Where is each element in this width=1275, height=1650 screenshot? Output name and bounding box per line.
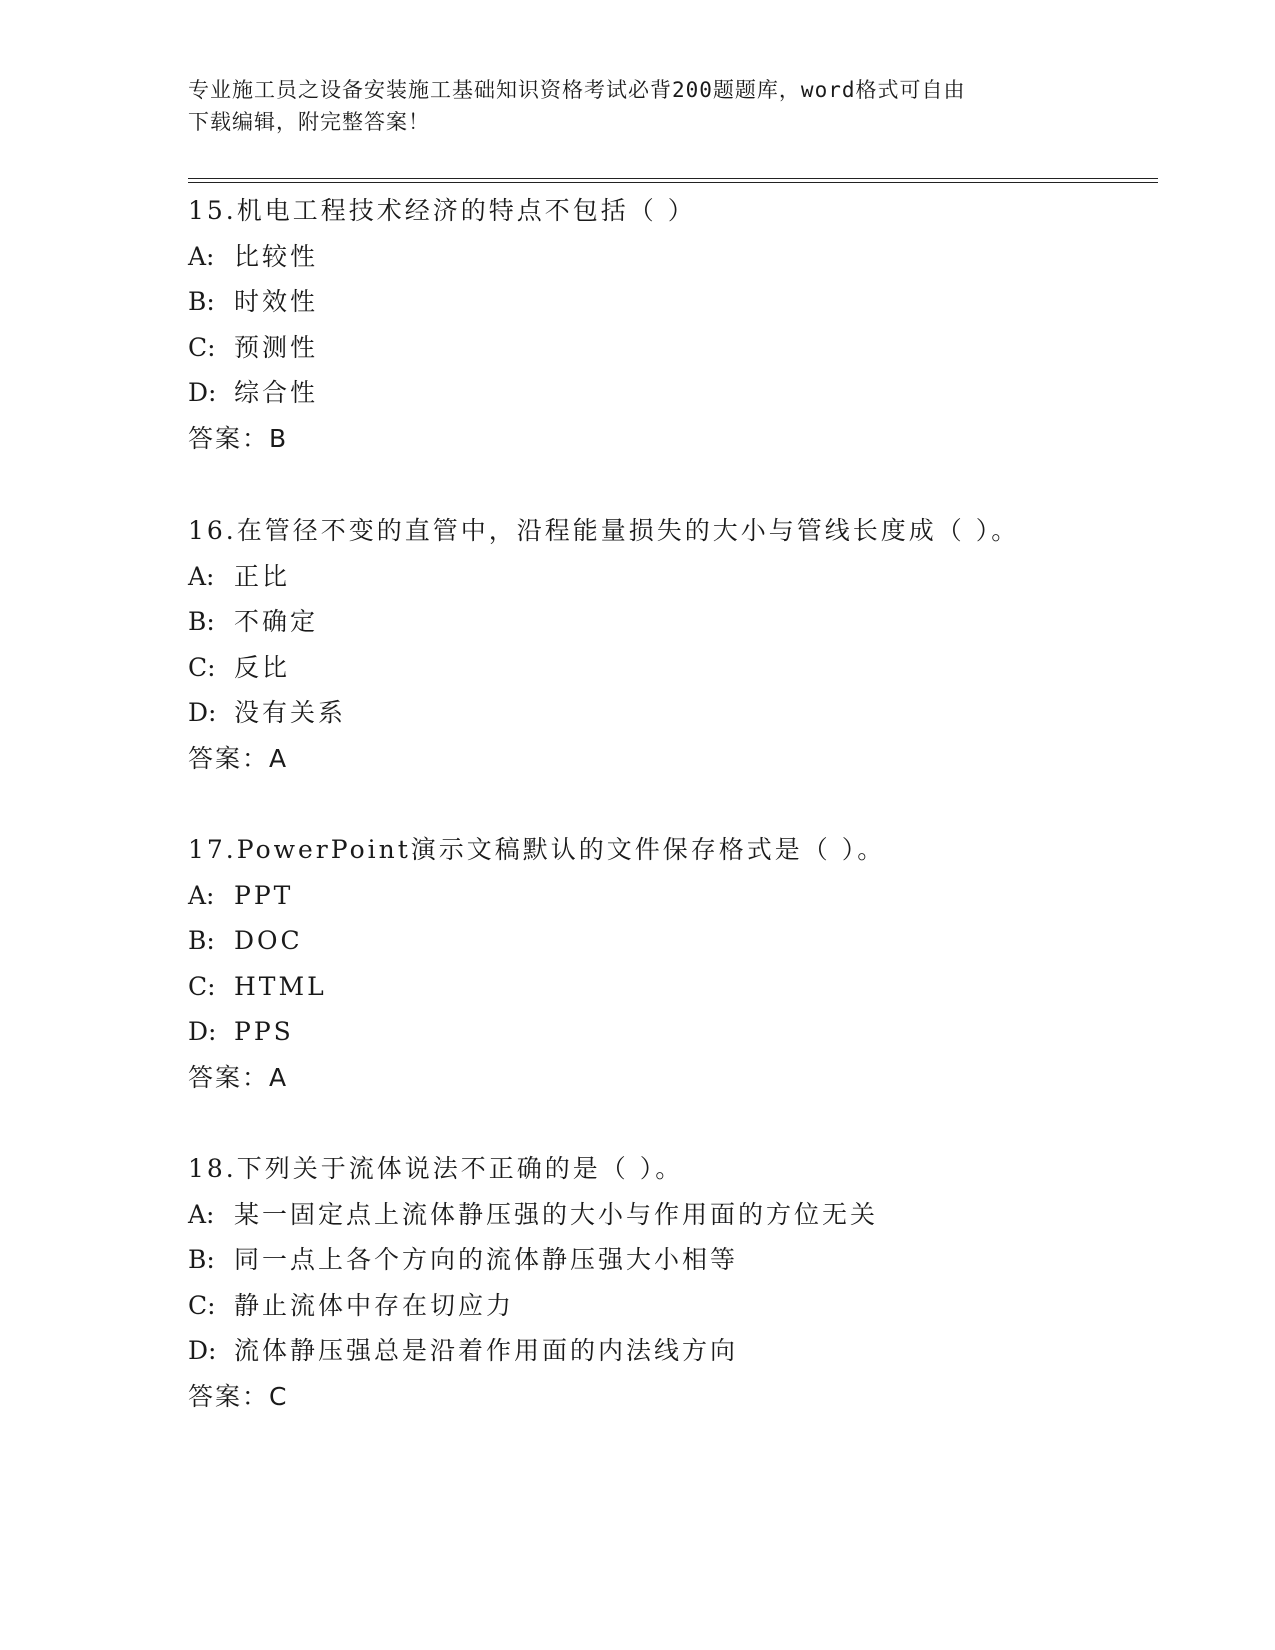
- option-key: C:: [188, 332, 216, 362]
- option-key: C:: [188, 1290, 216, 1320]
- option-text: PPS: [234, 1017, 294, 1046]
- question-17: [188, 827, 1168, 1100]
- option-text: 某一固定点上流体静压强的大小与作用面的方位无关: [234, 1199, 879, 1229]
- option-text: DOC: [234, 926, 303, 955]
- option-key: C:: [188, 652, 216, 682]
- question-stem: 15.机电工程技术经济的特点不包括（ ）: [188, 196, 696, 225]
- option-text: PPT: [234, 880, 294, 910]
- option-key: D:: [188, 378, 217, 407]
- option-d: [188, 690, 1168, 736]
- option-text: 预测性: [234, 332, 319, 362]
- option-c: [188, 1283, 1168, 1329]
- option-a: [188, 554, 1168, 600]
- answer: 答案：A: [188, 743, 289, 773]
- answer: 答案：C: [188, 1381, 289, 1411]
- option-key: A:: [188, 1199, 215, 1229]
- option-text: 时效性: [234, 287, 319, 316]
- answer: 答案：A: [188, 1062, 289, 1092]
- option-d: [188, 370, 1168, 416]
- option-d: [188, 1328, 1168, 1374]
- option-a: [188, 234, 1168, 280]
- option-text: 不确定: [234, 607, 319, 636]
- option-key: C:: [188, 971, 216, 1001]
- header-divider-top: [188, 178, 1158, 179]
- option-text: 反比: [234, 652, 291, 682]
- option-text: 同一点上各个方向的流体静压强大小相等: [234, 1245, 739, 1274]
- option-c: [188, 325, 1168, 371]
- option-b: [188, 1237, 1168, 1283]
- question-stem: 16.在管径不变的直管中，沿程能量损失的大小与管线长度成（ ）。: [188, 516, 1020, 545]
- option-a: [188, 1192, 1168, 1238]
- header-divider-bottom: [188, 182, 1158, 183]
- option-b: [188, 918, 1168, 964]
- option-text: 没有关系: [234, 698, 347, 727]
- option-c: [188, 964, 1168, 1010]
- question-stem: 18.下列关于流体说法不正确的是（ ）。: [188, 1154, 684, 1183]
- option-key: A:: [188, 880, 215, 910]
- option-text: 正比: [234, 561, 291, 591]
- option-text: 流体静压强总是沿着作用面的内法线方向: [234, 1336, 739, 1365]
- option-key: B:: [188, 1245, 215, 1274]
- option-key: D:: [188, 1336, 217, 1365]
- option-c: [188, 645, 1168, 691]
- option-key: B:: [188, 287, 215, 316]
- document-header: [188, 74, 1088, 138]
- option-key: A:: [188, 241, 215, 271]
- question-16: [188, 508, 1168, 781]
- option-b: [188, 599, 1168, 645]
- answer: 答案：B: [188, 423, 289, 453]
- header-line-2: 下载编辑，附完整答案！: [188, 110, 430, 134]
- question-stem: 17.PowerPoint演示文稿默认的文件保存格式是（ ）。: [188, 835, 886, 864]
- option-text: 综合性: [234, 378, 319, 407]
- header-line-1: 专业施工员之设备安装施工基础知识资格考试必背200题题库，word格式可自由: [188, 78, 966, 102]
- question-18: [188, 1146, 1168, 1419]
- option-key: D:: [188, 698, 217, 727]
- option-key: A:: [188, 561, 215, 591]
- option-a: [188, 873, 1168, 919]
- option-text: HTML: [234, 971, 327, 1001]
- option-d: [188, 1009, 1168, 1055]
- option-key: B:: [188, 607, 215, 636]
- question-15: [188, 188, 1168, 461]
- option-key: B:: [188, 926, 215, 955]
- option-text: 比较性: [234, 241, 319, 271]
- option-key: D:: [188, 1017, 217, 1046]
- option-b: [188, 279, 1168, 325]
- option-text: 静止流体中存在切应力: [234, 1290, 515, 1320]
